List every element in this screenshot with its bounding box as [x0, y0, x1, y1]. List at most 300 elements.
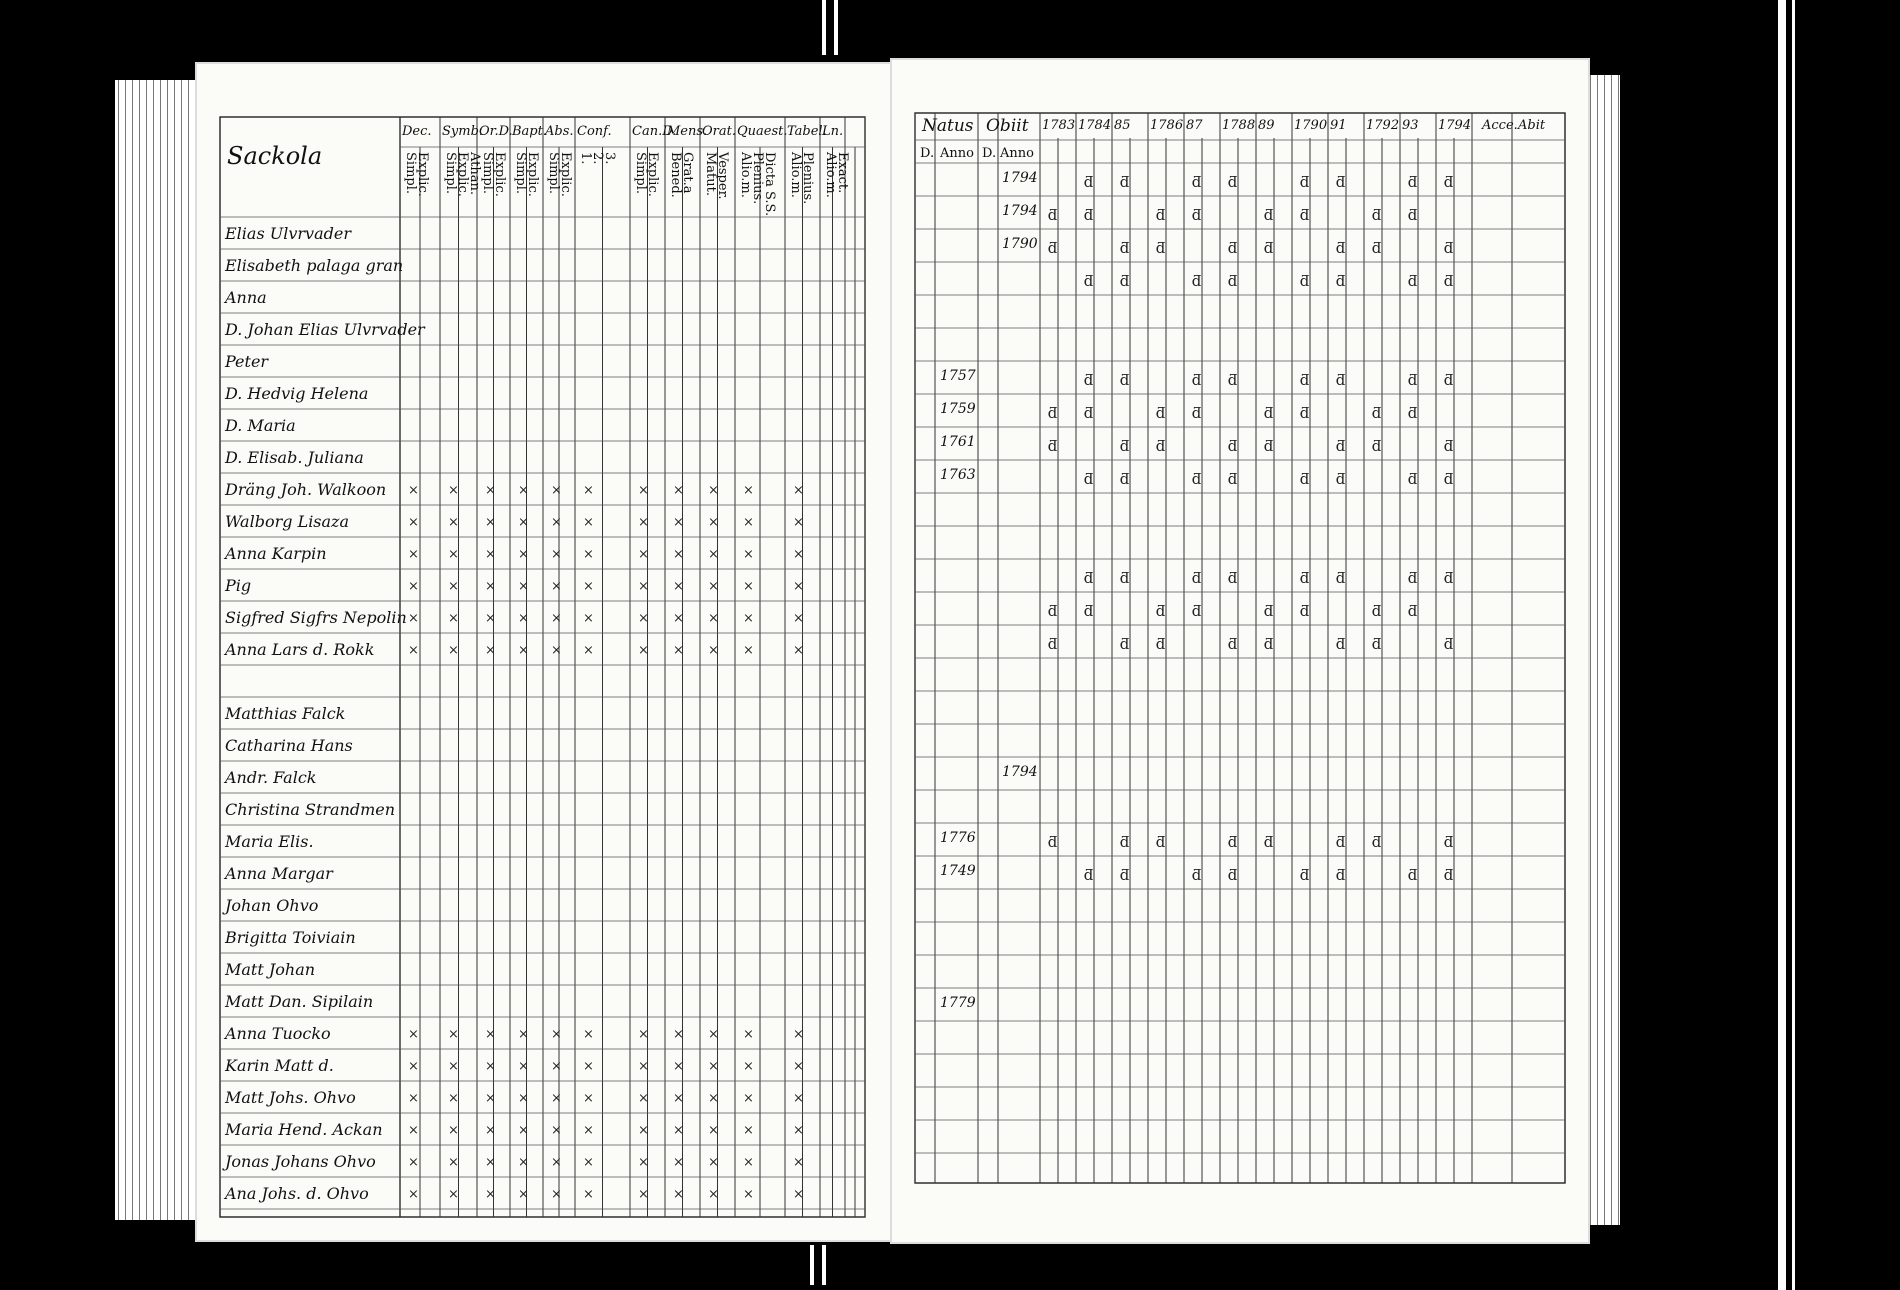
examination-mark: ×	[673, 1091, 686, 1106]
natus-anno-subheader: Anno	[940, 146, 974, 161]
communion-mark: ƌ	[1372, 437, 1384, 455]
communion-mark: ƌ	[1084, 272, 1096, 290]
communion-mark: ƌ	[1048, 635, 1060, 653]
examination-mark: ×	[793, 1155, 806, 1170]
communion-mark: ƌ	[1336, 173, 1348, 191]
examination-mark: ×	[708, 611, 721, 626]
communion-mark: ƌ	[1120, 437, 1132, 455]
communion-mark: ƌ	[1264, 206, 1276, 224]
communion-mark: ƌ	[1048, 206, 1060, 224]
examination-mark: ×	[583, 579, 596, 594]
year-column-header: 1783	[1042, 118, 1076, 133]
year-column-header: 93	[1402, 118, 1419, 133]
communion-mark: ƌ	[1192, 404, 1204, 422]
examination-mark: ×	[485, 1155, 498, 1170]
obiit-header: Obiit	[986, 116, 1029, 136]
examination-mark: ×	[673, 1187, 686, 1202]
parishioner-name: Brigitta Toiviain	[225, 928, 356, 947]
examination-mark: ×	[743, 579, 756, 594]
communion-mark: ƌ	[1120, 866, 1132, 884]
communion-mark: ƌ	[1228, 437, 1240, 455]
examination-mark: ×	[793, 1059, 806, 1074]
examination-mark: ×	[448, 515, 461, 530]
examination-mark: ×	[708, 515, 721, 530]
communion-mark: ƌ	[1336, 635, 1348, 653]
left-column-header: Conf.	[577, 124, 612, 139]
communion-mark: ƌ	[1084, 371, 1096, 389]
left-page	[195, 62, 895, 1242]
parishioner-name: Sigfred Sigfrs Nepolin	[225, 608, 407, 627]
left-column-subheader: Athan. Explic. Simpl.	[443, 152, 482, 197]
examination-mark: ×	[551, 547, 564, 562]
parishioner-name: Johan Ohvo	[225, 896, 319, 915]
examination-mark: ×	[793, 515, 806, 530]
examination-mark: ×	[518, 483, 531, 498]
communion-mark: ƌ	[1300, 470, 1312, 488]
left-column-header: Can.D.	[632, 124, 677, 139]
examination-mark: ×	[673, 643, 686, 658]
examination-mark: ×	[485, 483, 498, 498]
examination-mark: ×	[485, 1187, 498, 1202]
parishioner-name: D. Elisab. Juliana	[225, 448, 364, 467]
communion-mark: ƌ	[1228, 239, 1240, 257]
communion-mark: ƌ	[1336, 833, 1348, 851]
communion-mark: ƌ	[1372, 206, 1384, 224]
communion-mark: ƌ	[1228, 371, 1240, 389]
examination-mark: ×	[551, 643, 564, 658]
left-column-subheader: Explic. Simpl.	[513, 152, 540, 197]
examination-mark: ×	[448, 547, 461, 562]
examination-mark: ×	[743, 1187, 756, 1202]
communion-mark: ƌ	[1192, 569, 1204, 587]
communion-mark: ƌ	[1048, 239, 1060, 257]
parishioner-name: Matthias Falck	[225, 704, 346, 723]
examination-mark: ×	[551, 483, 564, 498]
examination-mark: ×	[485, 547, 498, 562]
communion-mark: ƌ	[1336, 272, 1348, 290]
year-column-header: 91	[1330, 118, 1347, 133]
parishioner-name: Matt Johan	[225, 960, 316, 979]
parishioner-name: Maria Hend. Ackan	[225, 1120, 383, 1139]
communion-mark: ƌ	[1264, 239, 1276, 257]
communion-mark: ƌ	[1084, 404, 1096, 422]
communion-mark: ƌ	[1192, 470, 1204, 488]
parishioner-name: Matt Johs. Ohvo	[225, 1088, 356, 1107]
examination-mark: ×	[448, 643, 461, 658]
communion-mark: ƌ	[1336, 371, 1348, 389]
communion-mark: ƌ	[1336, 470, 1348, 488]
parishioner-name: Anna Lars d. Rokk	[225, 640, 375, 659]
parishioner-name: D. Maria	[225, 416, 296, 435]
examination-mark: ×	[485, 515, 498, 530]
communion-mark: ƌ	[1444, 437, 1456, 455]
parishioner-name: Ana Johs. d. Ohvo	[225, 1184, 369, 1203]
examination-mark: ×	[518, 1027, 531, 1042]
parishioner-name: Jonas Johans Ohvo	[225, 1152, 376, 1171]
left-column-subheader: Grat.a Bened.	[668, 152, 695, 198]
examination-mark: ×	[518, 579, 531, 594]
birth-year: 1749	[940, 863, 976, 879]
communion-mark: ƌ	[1156, 239, 1168, 257]
communion-mark: ƌ	[1372, 635, 1384, 653]
left-page-stack	[115, 80, 200, 1220]
left-column-subheader: Dicta S.S. Plenius. Alio.m.	[738, 152, 777, 217]
communion-mark: ƌ	[1228, 272, 1240, 290]
examination-mark: ×	[708, 1187, 721, 1202]
communion-mark: ƌ	[1336, 569, 1348, 587]
examination-mark: ×	[448, 611, 461, 626]
communion-mark: ƌ	[1444, 569, 1456, 587]
examination-mark: ×	[708, 1027, 721, 1042]
parishioner-name: Elisabeth palaga gran	[225, 256, 404, 275]
examination-mark: ×	[551, 1123, 564, 1138]
examination-mark: ×	[793, 643, 806, 658]
communion-mark: ƌ	[1084, 602, 1096, 620]
communion-mark: ƌ	[1444, 272, 1456, 290]
communion-mark: ƌ	[1048, 602, 1060, 620]
examination-mark: ×	[743, 1059, 756, 1074]
examination-mark: ×	[743, 1027, 756, 1042]
communion-mark: ƌ	[1264, 404, 1276, 422]
examination-mark: ×	[743, 611, 756, 626]
obiit-day-subheader: D.	[982, 146, 997, 161]
examination-mark: ×	[708, 483, 721, 498]
examination-mark: ×	[551, 611, 564, 626]
communion-mark: ƌ	[1228, 470, 1240, 488]
communion-mark: ƌ	[1192, 173, 1204, 191]
communion-mark: ƌ	[1444, 470, 1456, 488]
birth-year: 1776	[940, 830, 976, 846]
examination-mark: ×	[408, 579, 421, 594]
examination-mark: ×	[743, 1155, 756, 1170]
examination-mark: ×	[448, 1059, 461, 1074]
parishioner-name: Catharina Hans	[225, 736, 353, 755]
communion-mark: ƌ	[1120, 239, 1132, 257]
accessit-header: Acce.	[1482, 118, 1518, 133]
communion-mark: ƌ	[1408, 569, 1420, 587]
examination-mark: ×	[518, 1123, 531, 1138]
communion-mark: ƌ	[1408, 404, 1420, 422]
examination-mark: ×	[743, 643, 756, 658]
examination-mark: ×	[518, 1059, 531, 1074]
examination-mark: ×	[638, 1091, 651, 1106]
communion-mark: ƌ	[1300, 272, 1312, 290]
examination-mark: ×	[638, 1155, 651, 1170]
communion-mark: ƌ	[1300, 602, 1312, 620]
parishioner-name: Anna	[225, 288, 267, 307]
examination-mark: ×	[408, 1027, 421, 1042]
examination-mark: ×	[518, 1155, 531, 1170]
examination-mark: ×	[743, 1123, 756, 1138]
communion-mark: ƌ	[1048, 437, 1060, 455]
examination-mark: ×	[793, 483, 806, 498]
examination-mark: ×	[638, 1027, 651, 1042]
examination-mark: ×	[583, 1091, 596, 1106]
birth-year: 1779	[940, 995, 976, 1011]
communion-mark: ƌ	[1264, 602, 1276, 620]
examination-mark: ×	[408, 611, 421, 626]
left-column-subheader: Plenius. Alio.m.	[788, 152, 815, 205]
left-column-header: Dec.	[402, 124, 432, 139]
examination-mark: ×	[638, 515, 651, 530]
examination-mark: ×	[708, 643, 721, 658]
examination-mark: ×	[551, 515, 564, 530]
year-column-header: 1786	[1150, 118, 1184, 133]
examination-mark: ×	[518, 1187, 531, 1202]
communion-mark: ƌ	[1372, 833, 1384, 851]
examination-mark: ×	[583, 1187, 596, 1202]
examination-mark: ×	[485, 611, 498, 626]
examination-mark: ×	[408, 643, 421, 658]
left-column-header: Bapt.	[512, 124, 547, 139]
examination-mark: ×	[708, 1059, 721, 1074]
examination-mark: ×	[485, 1059, 498, 1074]
communion-mark: ƌ	[1408, 866, 1420, 884]
communion-mark: ƌ	[1192, 866, 1204, 884]
left-column-header: Orat.	[702, 124, 736, 139]
examination-mark: ×	[518, 515, 531, 530]
year-column-header: 85	[1114, 118, 1131, 133]
communion-mark: ƌ	[1192, 371, 1204, 389]
scan-edge-right-outer	[1792, 0, 1795, 1290]
examination-mark: ×	[448, 1091, 461, 1106]
binding-thread-top-2	[834, 0, 838, 55]
communion-mark: ƌ	[1192, 602, 1204, 620]
parishioner-name: Anna Tuocko	[225, 1024, 331, 1043]
death-year: 1794	[1002, 170, 1038, 186]
examination-mark: ×	[583, 611, 596, 626]
examination-mark: ×	[793, 547, 806, 562]
examination-mark: ×	[793, 1187, 806, 1202]
examination-mark: ×	[708, 1155, 721, 1170]
examination-mark: ×	[408, 1187, 421, 1202]
page-title: Sackola	[227, 142, 323, 170]
examination-mark: ×	[673, 1059, 686, 1074]
parishioner-name: Anna Margar	[225, 864, 333, 883]
year-column-header: 1794	[1438, 118, 1472, 133]
communion-mark: ƌ	[1264, 635, 1276, 653]
communion-mark: ƌ	[1228, 173, 1240, 191]
communion-mark: ƌ	[1048, 404, 1060, 422]
communion-mark: ƌ	[1444, 173, 1456, 191]
examination-mark: ×	[485, 1123, 498, 1138]
communion-mark: ƌ	[1084, 569, 1096, 587]
left-column-subheader: Vesper. Matut.	[703, 152, 730, 200]
death-year: 1794	[1002, 203, 1038, 219]
examination-mark: ×	[408, 547, 421, 562]
examination-mark: ×	[551, 1091, 564, 1106]
examination-mark: ×	[673, 483, 686, 498]
left-column-subheader: Explic. Simpl.	[546, 152, 573, 197]
obiit-anno-subheader: Anno	[1000, 146, 1034, 161]
communion-mark: ƌ	[1156, 602, 1168, 620]
examination-mark: ×	[583, 1123, 596, 1138]
communion-mark: ƌ	[1156, 437, 1168, 455]
examination-mark: ×	[793, 1027, 806, 1042]
parishioner-name: Karin Matt d.	[225, 1056, 334, 1075]
communion-mark: ƌ	[1264, 437, 1276, 455]
examination-mark: ×	[583, 547, 596, 562]
binding-thread-bottom-2	[822, 1245, 826, 1285]
left-column-header: Tabel.	[787, 124, 827, 139]
scan-edge-right	[1778, 0, 1786, 1290]
year-column-header: 1790	[1294, 118, 1328, 133]
examination-mark: ×	[583, 643, 596, 658]
examination-mark: ×	[638, 1059, 651, 1074]
communion-mark: ƌ	[1408, 206, 1420, 224]
examination-mark: ×	[638, 579, 651, 594]
communion-mark: ƌ	[1300, 206, 1312, 224]
communion-mark: ƌ	[1120, 470, 1132, 488]
communion-mark: ƌ	[1372, 404, 1384, 422]
examination-mark: ×	[448, 1155, 461, 1170]
left-column-header: Symb.	[442, 124, 484, 139]
examination-mark: ×	[485, 1027, 498, 1042]
communion-mark: ƌ	[1300, 866, 1312, 884]
examination-mark: ×	[408, 483, 421, 498]
parishioner-name: Walborg Lisaza	[225, 512, 350, 531]
communion-mark: ƌ	[1084, 866, 1096, 884]
natus-header: Natus	[922, 116, 974, 136]
communion-mark: ƌ	[1264, 833, 1276, 851]
parishioner-name: Elias Ulvrvader	[225, 224, 351, 243]
examination-mark: ×	[673, 1123, 686, 1138]
examination-mark: ×	[551, 1027, 564, 1042]
communion-mark: ƌ	[1156, 404, 1168, 422]
left-column-subheader: Explic. Simpl.	[633, 152, 660, 197]
examination-mark: ×	[583, 1155, 596, 1170]
examination-mark: ×	[793, 611, 806, 626]
communion-mark: ƌ	[1372, 239, 1384, 257]
examination-mark: ×	[448, 1187, 461, 1202]
communion-mark: ƌ	[1048, 833, 1060, 851]
examination-mark: ×	[638, 547, 651, 562]
examination-mark: ×	[448, 483, 461, 498]
communion-mark: ƌ	[1444, 239, 1456, 257]
examination-mark: ×	[448, 1027, 461, 1042]
examination-mark: ×	[673, 1027, 686, 1042]
year-column-header: 89	[1258, 118, 1275, 133]
parishioner-name: Dräng Joh. Walkoon	[225, 480, 387, 499]
parishioner-name: D. Hedvig Helena	[225, 384, 369, 403]
abiit-header: Abit	[1518, 118, 1546, 133]
communion-mark: ƌ	[1120, 272, 1132, 290]
examination-mark: ×	[673, 579, 686, 594]
communion-mark: ƌ	[1084, 173, 1096, 191]
examination-mark: ×	[551, 1155, 564, 1170]
left-column-header: Mens.	[667, 124, 708, 139]
communion-mark: ƌ	[1156, 635, 1168, 653]
examination-mark: ×	[551, 579, 564, 594]
communion-mark: ƌ	[1156, 206, 1168, 224]
left-column-header: Abs.	[545, 124, 574, 139]
communion-mark: ƌ	[1084, 206, 1096, 224]
year-column-header: 1792	[1366, 118, 1400, 133]
examination-mark: ×	[638, 483, 651, 498]
examination-mark: ×	[408, 1155, 421, 1170]
communion-mark: ƌ	[1336, 866, 1348, 884]
year-column-header: 1784	[1078, 118, 1112, 133]
birth-year: 1763	[940, 467, 976, 483]
examination-mark: ×	[708, 1091, 721, 1106]
year-column-header: 87	[1186, 118, 1203, 133]
death-year: 1794	[1002, 764, 1038, 780]
communion-mark: ƌ	[1228, 569, 1240, 587]
left-column-subheader: 3. 2. 1.	[578, 152, 617, 165]
communion-mark: ƌ	[1156, 833, 1168, 851]
communion-mark: ƌ	[1228, 866, 1240, 884]
examination-mark: ×	[518, 547, 531, 562]
examination-mark: ×	[408, 1059, 421, 1074]
communion-mark: ƌ	[1300, 404, 1312, 422]
parishioner-name: Peter	[225, 352, 269, 371]
examination-mark: ×	[673, 515, 686, 530]
parishioner-name: D. Johan Elias Ulvrvader	[225, 320, 425, 339]
parishioner-name: Maria Elis.	[225, 832, 314, 851]
examination-mark: ×	[408, 1091, 421, 1106]
examination-mark: ×	[673, 547, 686, 562]
parishioner-name: Anna Karpin	[225, 544, 327, 563]
communion-mark: ƌ	[1228, 833, 1240, 851]
examination-mark: ×	[551, 1187, 564, 1202]
communion-mark: ƌ	[1300, 371, 1312, 389]
left-column-subheader: Explic. Simpl.	[403, 152, 430, 197]
left-column-subheader: Explic. Simpl.	[480, 152, 507, 197]
examination-mark: ×	[708, 1123, 721, 1138]
examination-mark: ×	[408, 1123, 421, 1138]
examination-mark: ×	[408, 515, 421, 530]
examination-mark: ×	[485, 643, 498, 658]
parishioner-name: Matt Dan. Sipilain	[225, 992, 374, 1011]
examination-mark: ×	[743, 1091, 756, 1106]
parishioner-name: Pig	[225, 576, 252, 595]
examination-mark: ×	[551, 1059, 564, 1074]
communion-mark: ƌ	[1408, 470, 1420, 488]
left-column-subheader: Exact. Alio.m.	[823, 152, 850, 198]
birth-year: 1761	[940, 434, 976, 450]
communion-mark: ƌ	[1336, 239, 1348, 257]
communion-mark: ƌ	[1408, 173, 1420, 191]
communion-mark: ƌ	[1300, 569, 1312, 587]
communion-mark: ƌ	[1228, 635, 1240, 653]
communion-mark: ƌ	[1084, 470, 1096, 488]
communion-mark: ƌ	[1120, 569, 1132, 587]
examination-mark: ×	[638, 611, 651, 626]
communion-mark: ƌ	[1120, 635, 1132, 653]
communion-mark: ƌ	[1408, 371, 1420, 389]
communion-mark: ƌ	[1444, 866, 1456, 884]
year-column-header: 1788	[1222, 118, 1256, 133]
birth-year: 1757	[940, 368, 976, 384]
death-year: 1790	[1002, 236, 1038, 252]
communion-mark: ƌ	[1192, 272, 1204, 290]
right-page-grid	[890, 58, 1590, 1244]
examination-mark: ×	[673, 611, 686, 626]
examination-mark: ×	[485, 579, 498, 594]
examination-mark: ×	[583, 515, 596, 530]
examination-mark: ×	[638, 1187, 651, 1202]
examination-mark: ×	[743, 483, 756, 498]
left-column-header: Ln.	[822, 124, 844, 139]
examination-mark: ×	[793, 1091, 806, 1106]
examination-mark: ×	[518, 611, 531, 626]
birth-year: 1759	[940, 401, 976, 417]
examination-mark: ×	[743, 515, 756, 530]
binding-thread-bottom	[810, 1245, 814, 1285]
communion-mark: ƌ	[1336, 437, 1348, 455]
examination-mark: ×	[793, 1123, 806, 1138]
communion-mark: ƌ	[1444, 635, 1456, 653]
